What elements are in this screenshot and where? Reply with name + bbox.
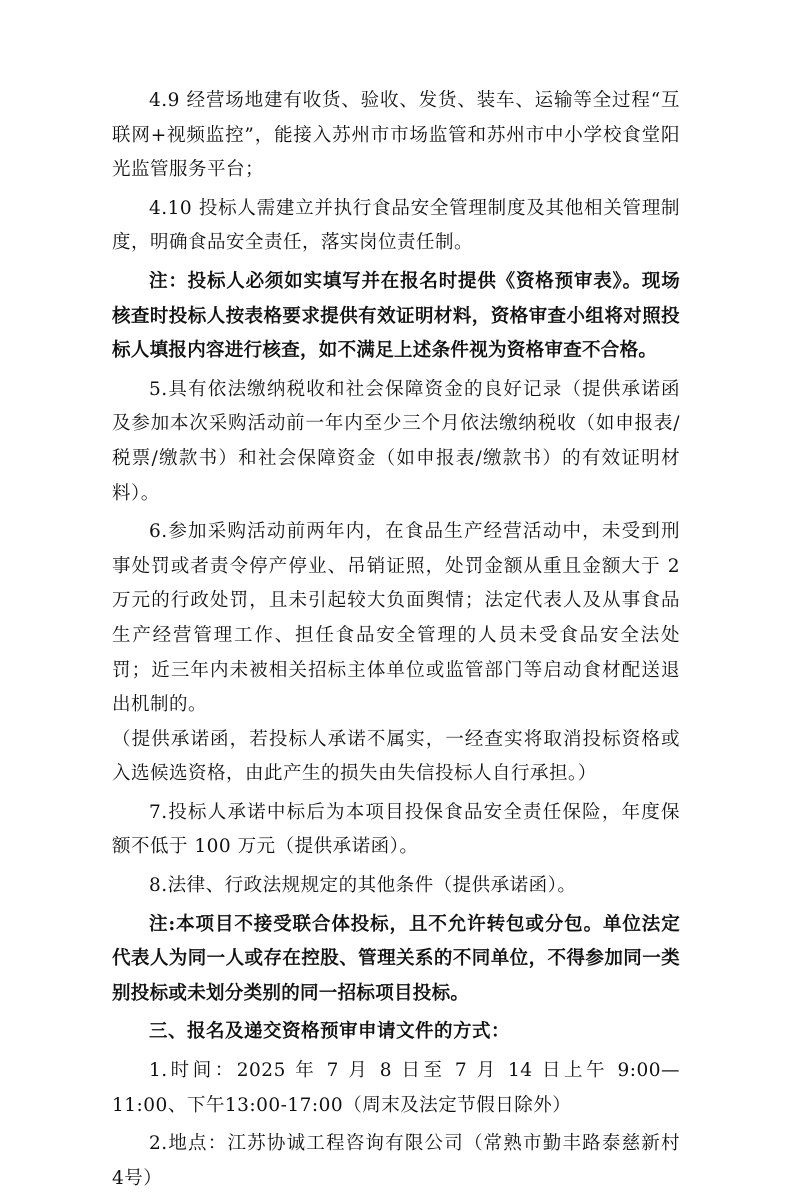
clause-6: 6.参加采购活动前两年内，在食品生产经营活动中，未受到刑事处罚或者责令停产停业、吊销证照，处罚金额从重且金额大于 2 万元的行政处罚，且未引起较大负面舆情；法定代表人及从事食品生产经营管理工作、担任食品安全管理的人员未受食品安全法处罚；近三年内未被相关招标主体单位或监管部门等启动食材配送退出机制的。 (112, 521, 680, 716)
section-3-time: 1.时间：2025 年 7 月 8 日至 7 月 14 日上午 9:00—11:00、下午13:00-17:00（周末及法定节假日除外） (112, 1060, 680, 1116)
section-3-location: 2.地点：江苏协诚工程咨询有限公司（常熟市勤丰路泰慈新村 4号） (112, 1133, 680, 1189)
section-3-heading: 三、报名及递交资格预审申请文件的方式： (149, 1021, 511, 1043)
note-no-consortium: 注:本项目不接受联合体投标，且不允许转包或分包。单位法定代表人为同一人或存在控股、管理关系的不同单位，不得参加同一类别投标或未划分类别的同一招标项目投标。 (112, 913, 680, 1004)
note-qualification-form: 注：投标人必须如实填写并在报名时提供《资格预审表》。现场核查时投标人按表格要求提供有效证明材料，资格审查小组将对照投标人填报内容进行核查，如不满足上述条件视为资格审查不合格。 (112, 270, 680, 362)
clause-6-promise: （提供承诺函，若投标人承诺不属实，一经查实将取消投标资格或入选候选资格，由此产生的损失由失信投标人自行承担。） (112, 728, 680, 785)
page-body (112, 84, 680, 1200)
clause-8: 8.法律、行政法规规定的其他条件（提供承诺函）。 (149, 875, 577, 897)
clause-4-9: 4.9 经营场地建有收货、验收、发货、装车、运输等全过程“互联网+视频监控”，能接入苏州市市场监管和苏州市中小学校食堂阳光监管服务平台； (112, 90, 680, 181)
clause-5: 5.具有依法缴纳税收和社会保障资金的良好记录（提供承诺函及参加本次采购活动前一年内至少三个月依法缴纳税收（如申报表/税票/缴款书）和社会保障资金（如申报表/缴款书）的有效证明材料）。 (112, 378, 680, 504)
clause-7: 7.投标人承诺中标后为本项目投保食品安全责任保险，年度保额不低于 100 万元（提供承诺函）。 (112, 801, 680, 858)
clause-4-10: 4.10 投标人需建立并执行食品安全管理制度及其他相关管理制度，明确食品安全责任，落实岗位责任制。 (112, 197, 680, 254)
